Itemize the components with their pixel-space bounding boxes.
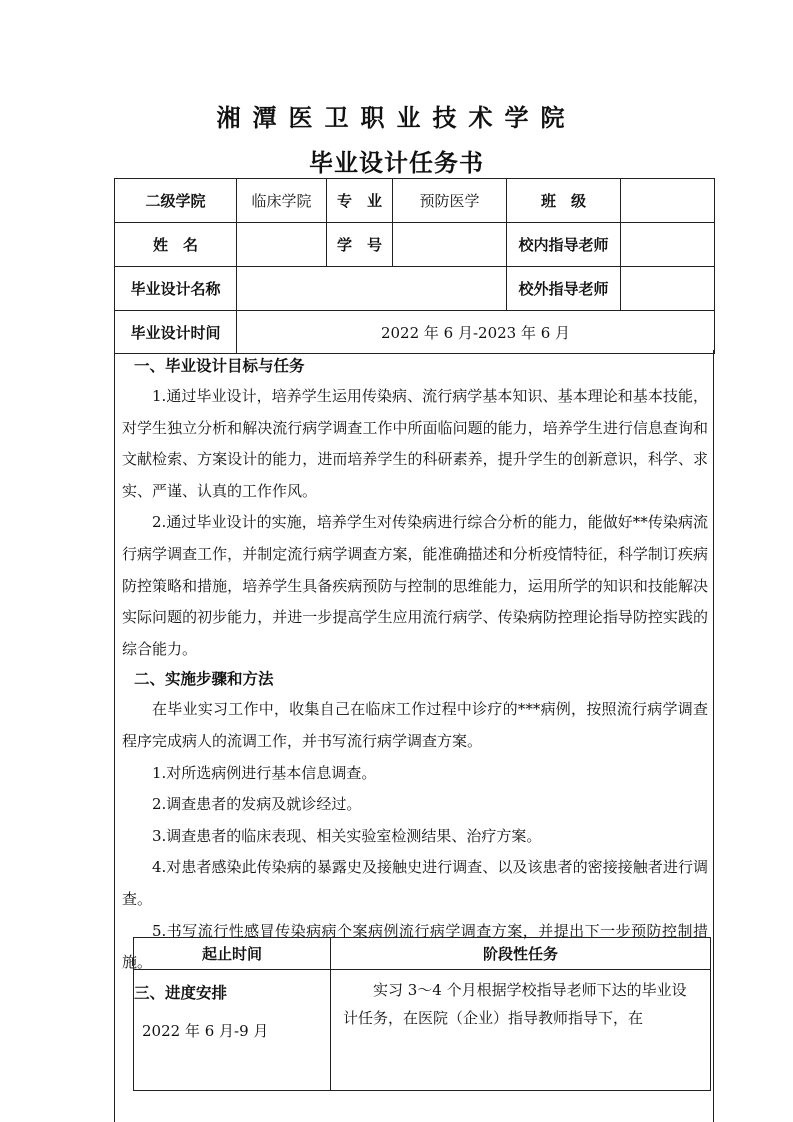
- college-value: 临床学院: [237, 179, 327, 223]
- major-value: 预防医学: [393, 179, 507, 223]
- schedule-table: [133, 937, 711, 1091]
- step-3: 3.调查患者的临床表现、相关实验室检测结果、治疗方案。: [152, 826, 542, 845]
- college-label: 二级学院: [115, 179, 237, 223]
- schedule-col-time: 起止时间: [134, 938, 331, 970]
- external-advisor-value[interactable]: [621, 267, 715, 311]
- student-id-value[interactable]: [393, 223, 507, 267]
- design-name-label: 毕业设计名称: [115, 267, 237, 311]
- section-schedule-heading: 三、进度安排: [134, 983, 228, 1002]
- external-advisor-label: 校外指导老师: [507, 267, 621, 311]
- goals-paragraph-1: 1.通过毕业设计，培养学生运用传染病、流行病学基本知识、基本理论和基本技能，对学生独立分析和解决流行病学调查工作中所面临问题的能力，培养学生进行信息查询和文献检索、方案设计的能力，进而培养学生的科研素养，提升学生的创新意识，科学、求实、严谨、认真的工作作风。: [122, 387, 708, 500]
- student-id-label: 学 号: [327, 223, 393, 267]
- internal-advisor-value[interactable]: [621, 223, 715, 267]
- section-steps-heading: 二、实施步骤和方法: [134, 670, 274, 689]
- design-time-value: 2022 年 6 月-2023 年 6 月: [237, 311, 715, 354]
- name-value[interactable]: [237, 223, 327, 267]
- section-goals-heading: 一、毕业设计目标与任务: [134, 357, 305, 375]
- name-label: 姓 名: [115, 223, 237, 267]
- class-value[interactable]: [621, 179, 715, 223]
- major-label: 专 业: [327, 179, 393, 223]
- design-name-value[interactable]: [237, 267, 507, 311]
- step-1: 1.对所选病例进行基本信息调查。: [152, 763, 377, 782]
- schedule-time-cell: 2022 年 6 月-9 月: [134, 970, 331, 1091]
- task-content: [122, 352, 708, 1008]
- step-5: 5.书写流行性感冒传染病病个案病例流行病学调查方案，并提出下一步预防控制措施。: [122, 921, 708, 972]
- institution-title: 湘潭医卫职业技术学院: [216, 104, 577, 132]
- schedule-col-task: 阶段性任务: [331, 938, 711, 970]
- steps-intro: 在毕业实习工作中，收集自己在临床工作过程中诊疗的***病例，按照流行病学调查程序完成病人的流调工作，并书写流行病学调查方案。: [122, 700, 708, 750]
- goals-paragraph-2: 2.通过毕业设计的实施，培养学生对传染病进行综合分析的能力，能做好**传染病流行病学调查工作，并制定流行病学调查方案，能准确描述和分析疫情特征，科学制订疾病防控策略和措施，培养学生具备疾病预防与控制的思维能力，运用所学的知识和技能解决实际问题的初步能力，并进一步提高学生应用流行病学、传染病防控理论指导防控实践的综合能力。: [122, 513, 708, 658]
- table-row: [134, 970, 711, 1091]
- schedule-task-cell: 实习 3～4 个月根据学校指导老师下达的毕业设计任务，在医院（企业）指导教师指导下，在: [331, 970, 711, 1091]
- design-time-label: 毕业设计时间: [115, 311, 237, 354]
- document-title: 毕业设计任务书: [309, 149, 484, 177]
- internal-advisor-label: 校内指导老师: [507, 223, 621, 267]
- class-label: 班 级: [507, 179, 621, 223]
- info-table: [114, 178, 715, 354]
- step-2: 2.调查患者的发病及就诊经过。: [152, 795, 362, 814]
- step-4: 4.对患者感染此传染病的暴露史及接触史进行调查、以及该患者的密接接触者进行调查。: [122, 858, 708, 908]
